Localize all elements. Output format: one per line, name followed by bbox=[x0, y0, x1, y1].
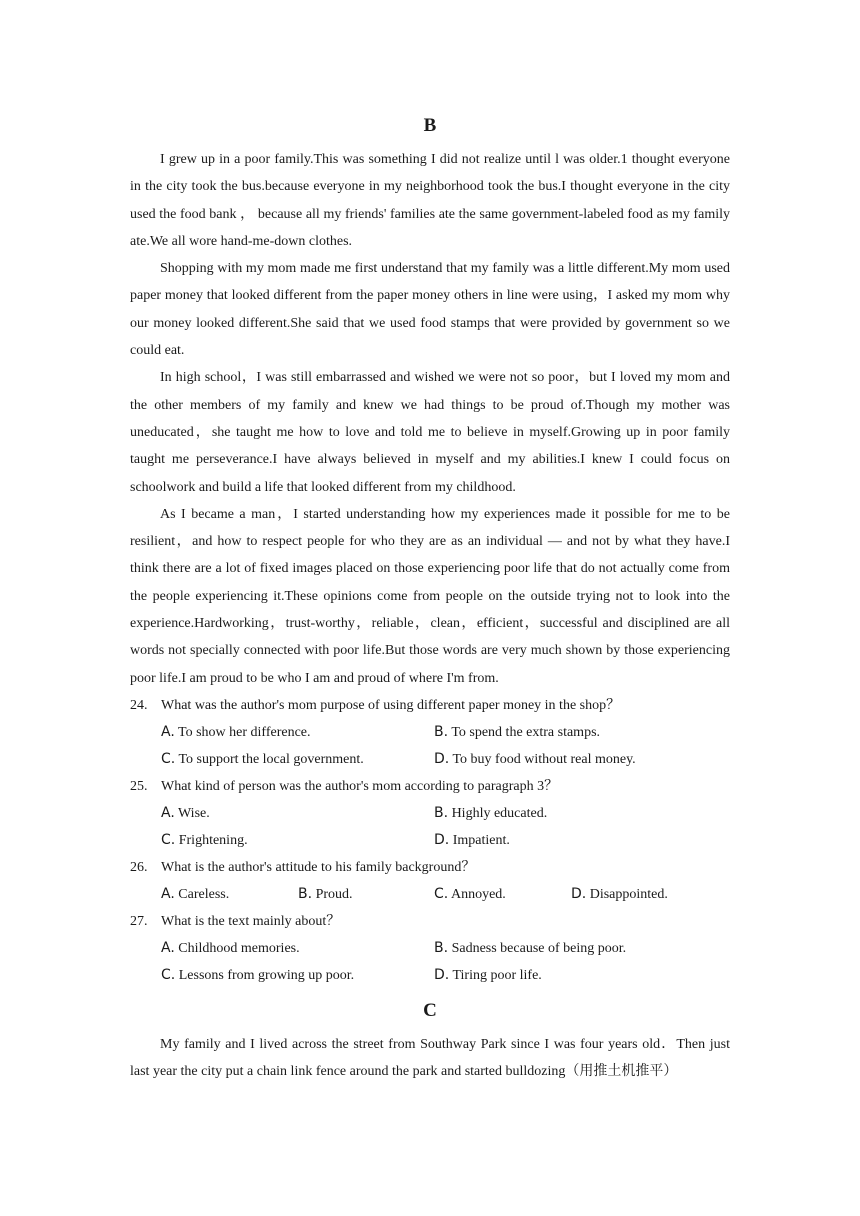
option-c[interactable] bbox=[161, 746, 434, 773]
option-d[interactable] bbox=[571, 881, 668, 908]
option-letter: D. bbox=[571, 885, 587, 902]
option-letter: D. bbox=[434, 966, 450, 983]
option-text: To spend the extra stamps. bbox=[451, 724, 601, 740]
question-27 bbox=[130, 908, 730, 935]
option-letter: A. bbox=[161, 939, 175, 956]
question-25-options-row-2 bbox=[130, 827, 730, 854]
question-number: 24. bbox=[130, 697, 148, 713]
section-b-paragraph-2: Shopping with my mom made me first understand that my family was a little different.My mom used paper money that looked different from the paper money others in line were using，I asked my mom why our money looked different.She said that we used food stamps that were provided by government so we could eat. bbox=[130, 261, 730, 359]
option-text: Impatient. bbox=[452, 832, 510, 848]
option-b[interactable] bbox=[434, 800, 547, 827]
option-letter: B. bbox=[434, 804, 449, 821]
question-25-options-row-1 bbox=[130, 800, 730, 827]
option-text: Careless. bbox=[178, 886, 230, 902]
section-b-paragraph-1: I grew up in a poor family.This was something I did not realize until l was older.1 thought everyone in the city took the bus.because everyone in my neighborhood took the bus.I thought everyone in the city used the food bank ， because all my friends' families ate the same government-labeled food as my family ate.We all wore hand-me-down clothes. bbox=[130, 152, 730, 249]
question-number: 25. bbox=[130, 778, 148, 794]
option-text: Sadness because of being poor. bbox=[451, 940, 627, 956]
question-27-options-row-2 bbox=[130, 962, 730, 989]
option-c[interactable] bbox=[161, 827, 434, 854]
option-text: Lessons from growing up poor. bbox=[178, 967, 355, 983]
option-letter: B. bbox=[434, 939, 449, 956]
question-24 bbox=[130, 692, 730, 719]
option-text: Proud. bbox=[315, 886, 353, 902]
section-c-paragraph-1: My family and I lived across the street from Southway Park since I was four years old．Then just last year the city put a chain link fence around the park and started bulldozing（用推土机推平） bbox=[130, 1036, 730, 1080]
option-letter: C. bbox=[161, 750, 176, 767]
option-b[interactable] bbox=[298, 881, 434, 908]
option-letter: C. bbox=[161, 831, 176, 848]
question-26-options-row bbox=[130, 881, 730, 908]
option-b[interactable] bbox=[434, 719, 600, 746]
section-b-paragraph-4: As I became a man，I started understanding how my experiences made it possible for me to be resilient，and how to respect people for who they are as an individual — and not by what they have.I think there are a lot of fixed images placed on those experiencing poor life that do not actually come from the people experiencing it.These opinions come from people on the outside trying not to look into the experience.Hardworking，trust-worthy，reliable，clean，efficient，successful and disciplined are all words not specially connected with poor life.But those words are very much shown by those experiencing poor life.I am proud to be who I am and proud of where I'm from. bbox=[130, 506, 730, 686]
option-letter: A. bbox=[161, 723, 175, 740]
question-text: What is the author's attitude to his family background？ bbox=[161, 859, 476, 875]
option-text: To support the local government. bbox=[178, 751, 364, 767]
question-text: What is the text mainly about？ bbox=[161, 913, 341, 929]
option-letter: C. bbox=[434, 885, 449, 902]
question-27-options-row-1 bbox=[130, 935, 730, 962]
question-number: 26. bbox=[130, 859, 148, 875]
option-a[interactable] bbox=[161, 881, 298, 908]
option-text: Highly educated. bbox=[451, 805, 548, 821]
option-letter: D. bbox=[434, 750, 450, 767]
option-letter: A. bbox=[161, 885, 175, 902]
option-text: Wise. bbox=[178, 805, 210, 821]
section-b-heading: B bbox=[423, 115, 437, 136]
option-text: Disappointed. bbox=[589, 886, 668, 902]
option-d[interactable] bbox=[434, 827, 510, 854]
option-letter: B. bbox=[434, 723, 449, 740]
option-text: Tiring poor life. bbox=[452, 967, 542, 983]
option-c[interactable] bbox=[434, 881, 571, 908]
question-26 bbox=[130, 854, 730, 881]
section-c-heading: C bbox=[423, 999, 437, 1021]
option-letter: D. bbox=[434, 831, 450, 848]
question-number: 27. bbox=[130, 913, 148, 929]
option-letter: A. bbox=[161, 804, 175, 821]
option-text: Annoyed. bbox=[450, 886, 506, 902]
option-letter: C. bbox=[161, 966, 176, 983]
option-d[interactable] bbox=[434, 746, 636, 773]
section-b-paragraph-3: In high school，I was still embarrassed and wished we were not so poor，but I loved my mom and the other members of my family and knew we had things to be proud of.Though my mother was uneducated，she taught me how to love and told me to believe in myself.Growing up in poor family taught me perseverance.I have always believed in myself and my abilities.I knew I could focus on schoolwork and build a life that looked different from my childhood. bbox=[130, 370, 730, 495]
option-d[interactable] bbox=[434, 962, 542, 989]
question-text: What was the author's mom purpose of using different paper money in the shop？ bbox=[161, 697, 621, 713]
option-text: Childhood memories. bbox=[178, 940, 300, 956]
option-text: Frightening. bbox=[178, 832, 248, 848]
option-letter: B. bbox=[298, 885, 313, 902]
option-text: To show her difference. bbox=[178, 724, 311, 740]
question-24-options-row-2 bbox=[130, 746, 730, 773]
option-a[interactable] bbox=[161, 800, 434, 827]
option-b[interactable] bbox=[434, 935, 626, 962]
option-a[interactable] bbox=[161, 935, 434, 962]
option-a[interactable] bbox=[161, 719, 434, 746]
question-text: What kind of person was the author's mom according to paragraph 3？ bbox=[161, 778, 559, 794]
exam-page bbox=[130, 112, 730, 1086]
option-text: To buy food without real money. bbox=[452, 751, 636, 767]
question-25 bbox=[130, 773, 730, 800]
question-24-options-row-1 bbox=[130, 719, 730, 746]
option-c[interactable] bbox=[161, 962, 434, 989]
